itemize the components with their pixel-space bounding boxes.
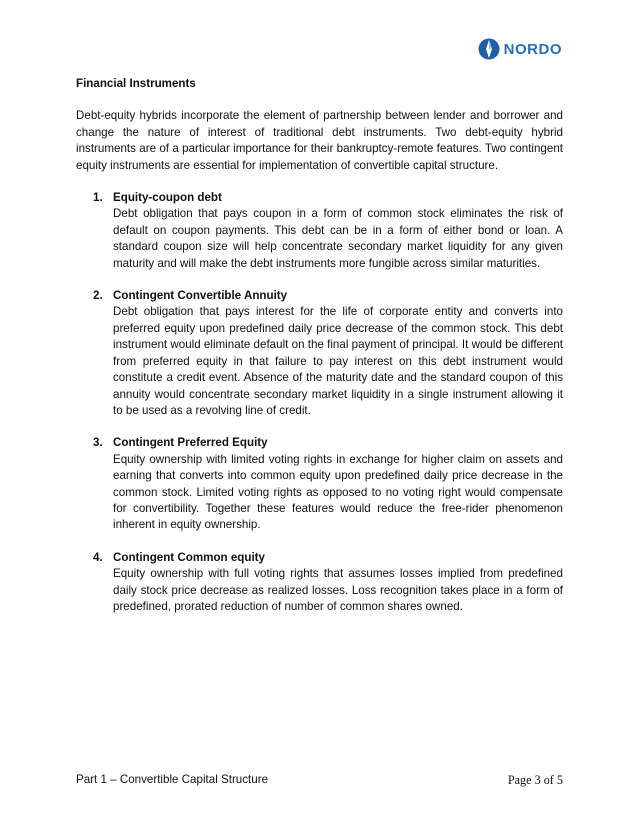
list-item (76, 550, 563, 616)
list-item-text: Equity ownership with full voting rights that assumes losses implied from predefined daily stock price decrease as realized losses. Loss recognition takes place in a form of predefined, prorated reduction of number of common shares owned. (113, 567, 563, 613)
list-item (76, 288, 563, 419)
list-item-number: 2. (93, 289, 103, 303)
list-item-number: 1. (93, 191, 103, 205)
footer-section-title: Part 1 – Convertible Capital Structure (76, 773, 269, 786)
page-footer (76, 773, 563, 788)
list-item-text: Equity ownership with limited voting rights in exchange for higher claim on assets and earning that converts into common equity upon predefined daily price decrease in the common stock. Limited voting rights as opposed to no voting right would compensate for convertibility. Together these features would reduce the free-rider phenomenon inherent in equity ownership. (113, 452, 563, 532)
intro-paragraph: Debt-equity hybrids incorporate the element of partnership between lender and borrower and change the nature of interest of traditional debt instruments. Two debt-equity hybrid instruments are of a particular importance for their bankruptcy-remote features. Two contingent equity instruments are essential for implementation of convertible capital structure. (76, 109, 563, 172)
list-item-title: Contingent Common equity (113, 550, 265, 564)
page-number: Page 3 of 5 (507, 773, 563, 787)
document-body (76, 76, 563, 615)
header-logo (478, 38, 562, 60)
list-item-number: 3. (93, 436, 103, 450)
logo-text: NORDO (503, 40, 562, 58)
list-item-title: Equity-coupon debt (113, 191, 222, 205)
list-item-number: 4. (93, 550, 103, 564)
list-item-title: Contingent Preferred Equity (113, 436, 268, 450)
instrument-list (76, 190, 563, 615)
list-item (76, 190, 563, 272)
list-item (76, 435, 563, 533)
section-heading: Financial Instruments (76, 77, 196, 90)
list-item-text: Debt obligation that pays interest for the life of corporate entity and converts into preferred equity upon predefined daily price decrease of the common stock. This debt instrument would eliminate default on the final payment of principal. It would be different from preferred equity in that failure to pay interest on this debt instrument would constitute a credit event. Absence of the maturity date and the standard coupon of this annuity would concentrate secondary market liquidity in a single instrument allowing it to be used as a revolving line of credit. (113, 305, 563, 417)
nordo-logo-icon (478, 38, 500, 60)
list-item-title: Contingent Convertible Annuity (113, 289, 288, 303)
list-item-text: Debt obligation that pays coupon in a form of common stock eliminates the risk of default on coupon payments. This debt can be in a form of either bond or loan. A standard coupon size will help concentrate secondary market liquidity for any given maturity and will make the debt instruments more fungible across similar maturities. (113, 207, 563, 270)
